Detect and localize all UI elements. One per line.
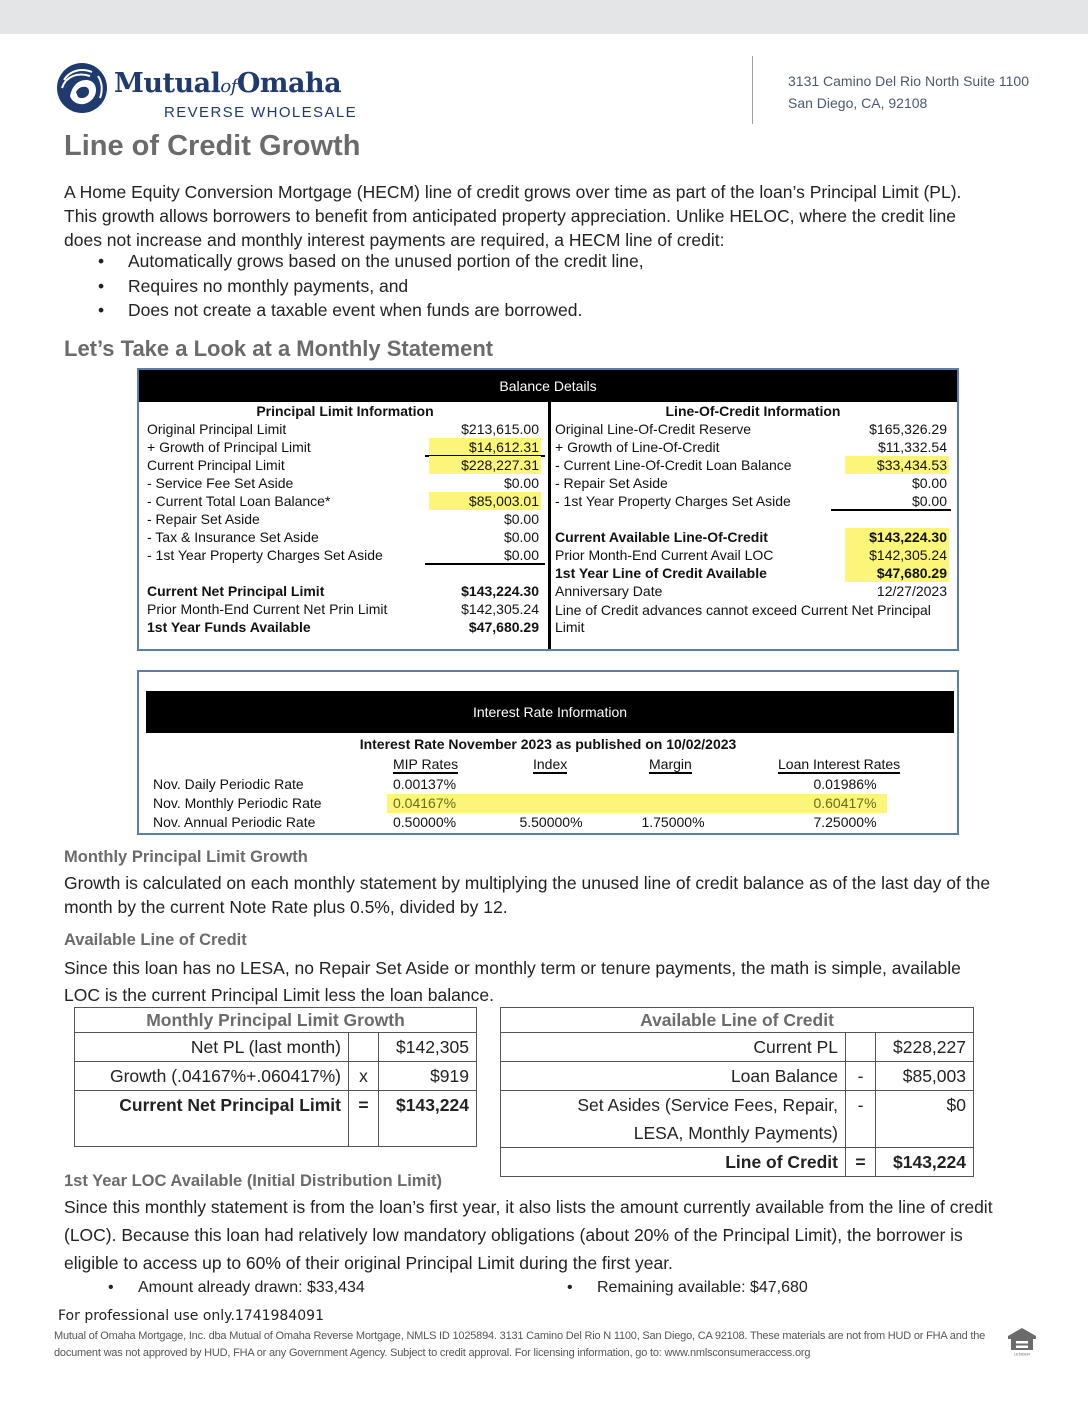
- brand-logo: [56, 60, 358, 124]
- brand-name-of: of: [220, 76, 237, 97]
- available-loc-text: Since this loan has no LESA, no Repair Set Aside or monthly term or tenure payments, the math is simple, available LOC is the current Principal Limit less the loan balance.: [64, 958, 961, 1005]
- loc-row-loan-balance: - Current Line-Of-Credit Loan Balance $33,434.53: [555, 457, 947, 473]
- loc-info-title: Line-Of-Credit Information: [665, 403, 841, 419]
- lion-icon: [56, 62, 108, 114]
- pl-row-original: Original Principal Limit $213,615.00: [147, 421, 539, 437]
- interest-rate-subtitle: Interest Rate November 2023 as published on 10/02/2023: [359, 736, 737, 752]
- sum-rule: [831, 509, 951, 511]
- loc-advance-note: Line of Credit advances cannot exceed Current Net Principal Limit: [555, 602, 931, 635]
- growth-table-caption: Monthly Principal Limit Growth: [75, 1008, 477, 1033]
- pl-row-first-year: 1st Year Funds Available $47,680.29: [147, 619, 539, 635]
- col-index: Index: [533, 756, 568, 772]
- balance-details-header: Balance Details: [139, 370, 957, 402]
- first-year-text: Since this monthly statement is from the loan’s first year, it also lists the amount currently available from the line of credit (LOC). Because this loan had relatively low mandatory obligations (about 20% of the Principal Limit), the borrower is eligible to access up to 60% of their original Principal Limit during the first year.: [64, 1197, 993, 1273]
- pl-row-property-charges: - 1st Year Property Charges Set Aside $0.00: [147, 547, 539, 563]
- pl-row-growth: + Growth of Principal Limit $14,612.31: [147, 439, 539, 455]
- growth-calc-table: [74, 1007, 477, 1147]
- intro-paragraph: A Home Equity Conversion Mortgage (HECM) line of credit grows over time as part of the loan’s Principal Limit (PL). This growth allows borrowers to benefit from anticipated property appreciation. Unlike HELOC, where the credit line does not increase and monthly interest payments are required, a HECM line of credit:: [64, 182, 962, 250]
- remaining-amount: • Remaining available: $47,680: [567, 1279, 808, 1296]
- brand-name: [114, 68, 341, 99]
- col-margin: Margin: [649, 756, 692, 772]
- loc-row-growth: + Growth of Line-Of-Credit $11,332.54: [555, 439, 947, 455]
- header-divider: [752, 56, 753, 124]
- loc-calc-table: [500, 1007, 974, 1177]
- address-line-1: 3131 Camino Del Rio North Suite 1100: [788, 73, 1029, 89]
- interest-rate-table: [139, 756, 957, 832]
- brand-name-omaha: Omaha: [236, 68, 342, 99]
- interest-rate-header: Interest Rate Information: [146, 691, 954, 733]
- company-address: [788, 70, 1029, 114]
- principal-limit-info: [147, 402, 543, 636]
- benefit-list: [64, 249, 994, 323]
- sum-rule: [425, 563, 545, 565]
- svg-text:LENDER: LENDER: [1013, 1351, 1031, 1356]
- benefit-item: • Requires no monthly payments, and: [64, 274, 994, 299]
- mpl-growth-heading: Monthly Principal Limit Growth: [64, 848, 308, 866]
- pl-row-loan-balance: - Current Total Loan Balance* $85,003.01: [147, 493, 539, 509]
- first-year-heading: 1st Year LOC Available (Initial Distribution Limit): [64, 1172, 443, 1190]
- loc-row-first-year: 1st Year Line of Credit Available $47,680.29: [555, 565, 947, 581]
- legal-disclaimer: Mutual of Omaha Mortgage, Inc. dba Mutual of Omaha Reverse Mortgage, NMLS ID 1025894. 3131 Camino Del Rio N 1100, San Diego, CA 92108. These materials are not from HUD or FHA and the document was not approved by HUD, FHA or any Government Agency. Subject to credit approval. For licensing information, go to: www.nmlsconsumeraccess.org: [54, 1330, 986, 1359]
- available-loc-heading: Available Line of Credit: [64, 931, 247, 949]
- torn-edge-shape: [0, 24, 1088, 40]
- rate-row-annual: Nov. Annual Periodic Rate 0.50000% 5.50000% 1.75000% 7.25000%: [153, 814, 877, 830]
- table-row-total: Current Net Principal Limit = $143,224: [75, 1091, 477, 1147]
- professional-use-note: For professional use only.1741984091: [58, 1308, 324, 1324]
- pl-row-prior-net: Prior Month-End Current Net Prin Limit $142,305.24: [147, 601, 539, 617]
- rate-row-daily: Nov. Daily Periodic Rate 0.00137% 0.01986%: [153, 776, 877, 792]
- balance-details-panel: [137, 368, 959, 651]
- principal-limit-title: Principal Limit Information: [256, 403, 434, 419]
- benefit-item: • Automatically grows based on the unused portion of the credit line,: [64, 249, 994, 274]
- interest-rate-panel: [137, 670, 959, 835]
- loc-row-original: Original Line-Of-Credit Reserve $165,326.29: [555, 421, 947, 437]
- table-row: Set Asides (Service Fees, Repair, LESA, Monthly Payments) - $0: [501, 1091, 974, 1148]
- pl-row-current: Current Principal Limit $228,227.31: [147, 457, 539, 473]
- address-line-2: San Diego, CA, 92108: [788, 95, 928, 111]
- interest-rate-columns: [139, 756, 957, 775]
- torn-page-edge: [0, 0, 1088, 34]
- mpl-growth-text: Growth is calculated on each monthly statement by multiplying the unused line of credit balance as of the last day of the month by the current Note Rate plus 0.5%, divided by 12.: [64, 873, 991, 917]
- pl-row-net: Current Net Principal Limit $143,224.30: [147, 583, 539, 599]
- pl-row-tax-insurance: - Tax & Insurance Set Aside $0.00: [147, 529, 539, 545]
- table-row: Current PL $228,227: [501, 1033, 974, 1062]
- table-row-total: Line of Credit = $143,224: [501, 1148, 974, 1177]
- loc-row-repair: - Repair Set Aside $0.00: [555, 475, 947, 491]
- table-row: Loan Balance - $85,003: [501, 1062, 974, 1091]
- rate-row-monthly: Nov. Monthly Periodic Rate 0.04167% 0.60417%: [139, 794, 957, 813]
- page-title: Line of Credit Growth: [64, 130, 361, 162]
- loc-table-caption: Available Line of Credit: [501, 1008, 974, 1033]
- table-row: Growth (.04167%+.060417%) x $919: [75, 1062, 477, 1091]
- loc-row-anniversary: Anniversary Date 12/27/2023: [555, 583, 947, 599]
- line-of-credit-info: [555, 402, 951, 636]
- col-mip: MIP Rates: [393, 756, 459, 772]
- pl-row-repair: - Repair Set Aside $0.00: [147, 511, 539, 527]
- loc-row-property-charges: - 1st Year Property Charges Set Aside $0.00: [555, 493, 947, 509]
- col-loan-rate: Loan Interest Rates: [778, 756, 901, 772]
- loc-row-current-available: Current Available Line-Of-Credit $143,224.30: [555, 529, 947, 545]
- table-row: Net PL (last month) $142,305: [75, 1033, 477, 1062]
- loc-row-prior-available: Prior Month-End Current Avail LOC $142,305.24: [555, 547, 947, 563]
- brand-subtitle: REVERSE WHOLESALE: [164, 104, 358, 121]
- drawn-amount: • Amount already drawn: $33,434: [108, 1279, 365, 1296]
- brand-name-mutual: Mutual: [114, 68, 221, 99]
- pl-row-service-fee: - Service Fee Set Aside $0.00: [147, 475, 539, 491]
- benefit-item: • Does not create a taxable event when funds are borrowed.: [64, 298, 994, 323]
- section-title: Let’s Take a Look at a Monthly Statement: [64, 336, 494, 361]
- equal-housing-lender-icon: [1006, 1326, 1038, 1356]
- column-divider: [548, 402, 551, 649]
